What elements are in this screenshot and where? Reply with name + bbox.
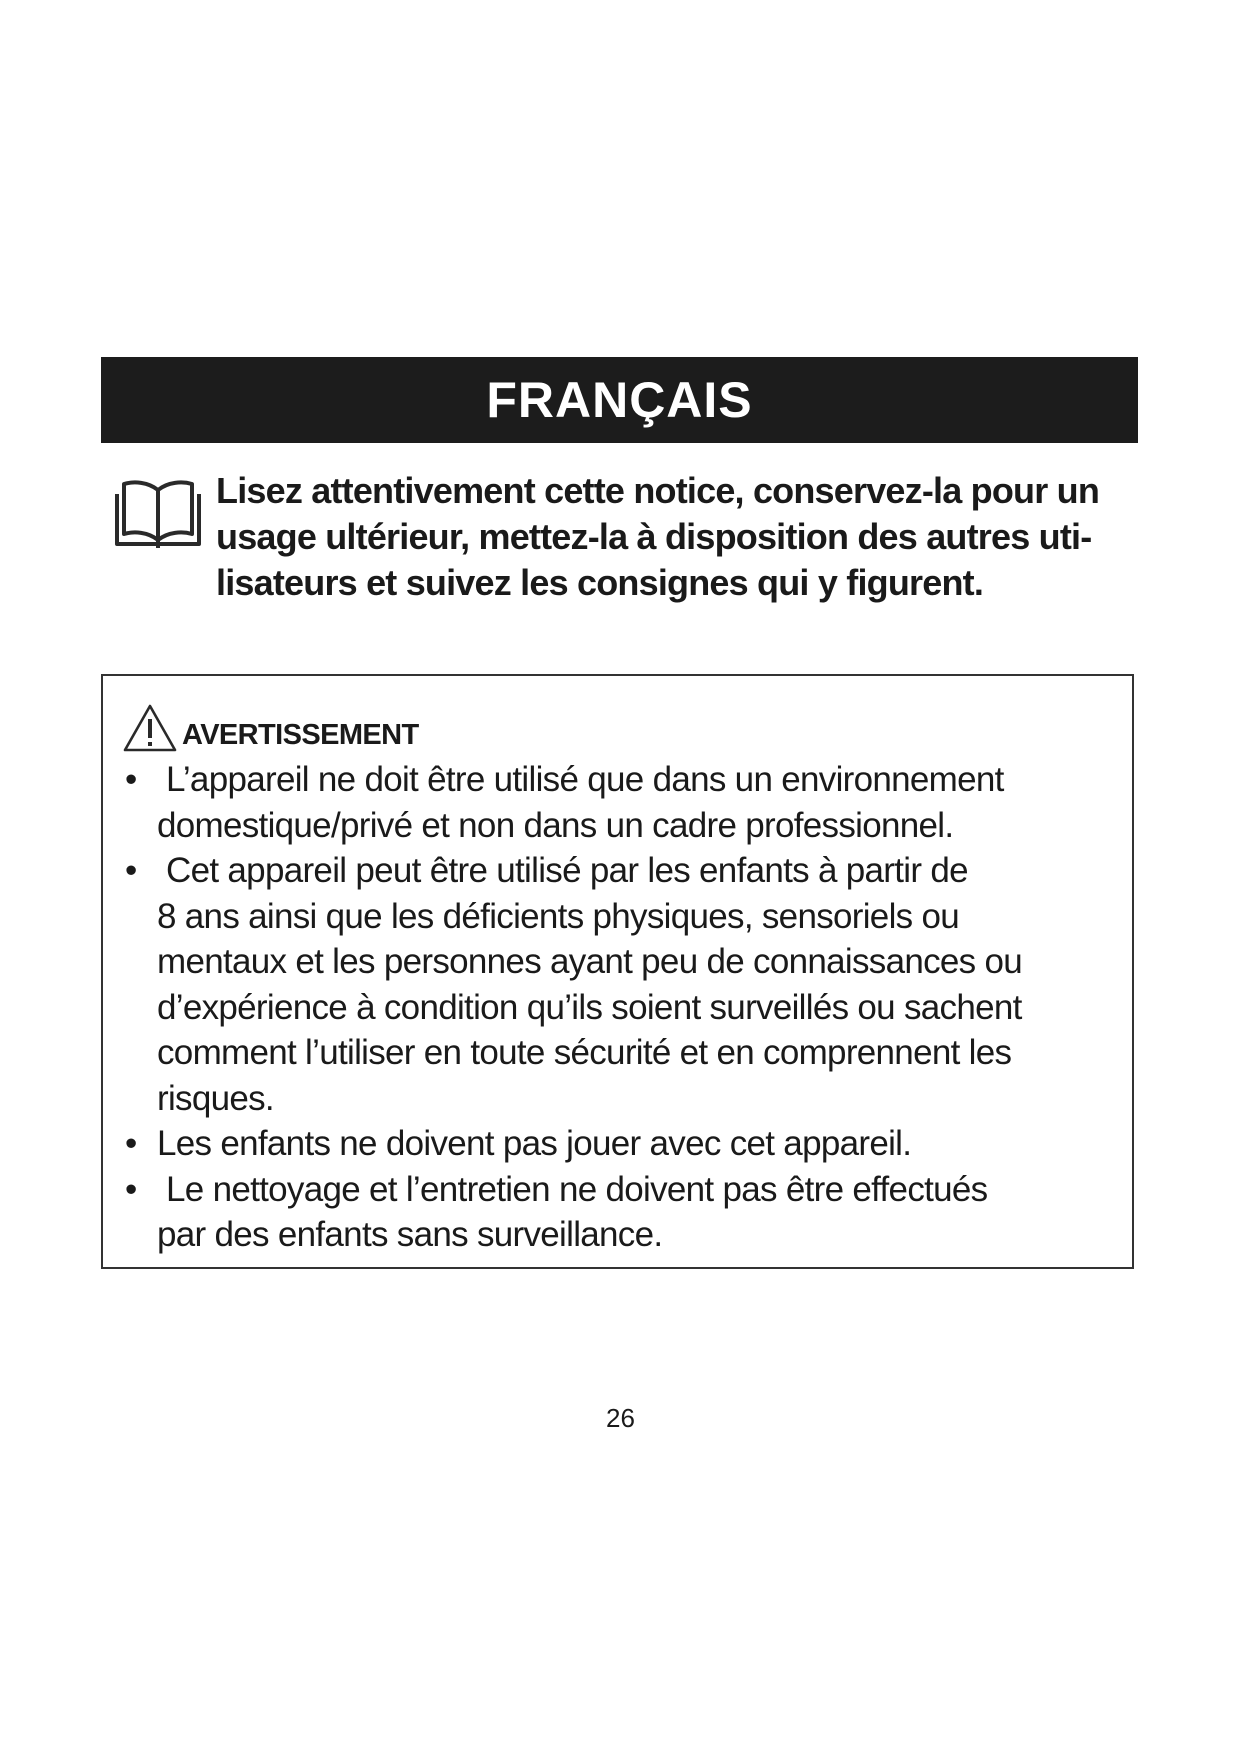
warning-box — [101, 674, 1134, 1269]
warning-line: Cet appareil peut être utilisé par les enfants à partir de — [157, 851, 968, 890]
warning-line: L’appareil ne doit être utilisé que dans un environnement — [157, 760, 1004, 799]
bullet: • — [125, 851, 137, 890]
intro-line: usage ultérieur, mettez-la à disposition des autres uti- — [216, 516, 1092, 557]
warning-line: domestique/privé et non dans un cadre professionnel. — [157, 805, 954, 845]
bullet: • — [125, 760, 137, 799]
warning-title: AVERTISSEMENT — [182, 719, 419, 751]
read-instructions-notice — [110, 468, 1140, 618]
warning-item — [103, 757, 1131, 848]
warning-line: par des enfants sans surveillance. — [157, 1215, 663, 1254]
bullet: • — [125, 1124, 137, 1163]
warning-triangle-icon — [121, 702, 179, 754]
warning-line: 8 ans ainsi que les déficients physiques, sensoriels ou — [157, 896, 959, 936]
warning-line: comment l’utiliser en toute sécurité et en comprennent les — [157, 1033, 1012, 1072]
warning-line: Le nettoyage et l’entretien ne doivent pas être effectués — [157, 1169, 988, 1209]
warning-item — [103, 1167, 1131, 1258]
warning-line: d’expérience à condition qu’ils soient surveillés ou sachent — [157, 987, 1022, 1027]
warning-list — [103, 757, 1131, 1258]
warning-line: Les enfants ne doivent pas jouer avec cet appareil. — [157, 1124, 912, 1163]
intro-line: Lisez attentivement cette notice, conservez-la pour un — [216, 470, 1100, 511]
bullet: • — [125, 1169, 137, 1209]
page-number: 26 — [606, 1403, 635, 1433]
language-title: FRANÇAIS — [486, 372, 753, 428]
warning-item — [103, 1121, 1131, 1167]
book-icon — [114, 476, 202, 552]
warning-header — [121, 692, 419, 754]
intro-line: lisateurs et suivez les consignes qui y figurent. — [216, 562, 984, 603]
warning-line: mentaux et les personnes ayant peu de connaissances ou — [157, 942, 1023, 981]
language-banner — [101, 357, 1138, 443]
warning-line: risques. — [157, 1078, 274, 1118]
intro-text — [216, 468, 1146, 606]
warning-item — [103, 848, 1131, 1121]
